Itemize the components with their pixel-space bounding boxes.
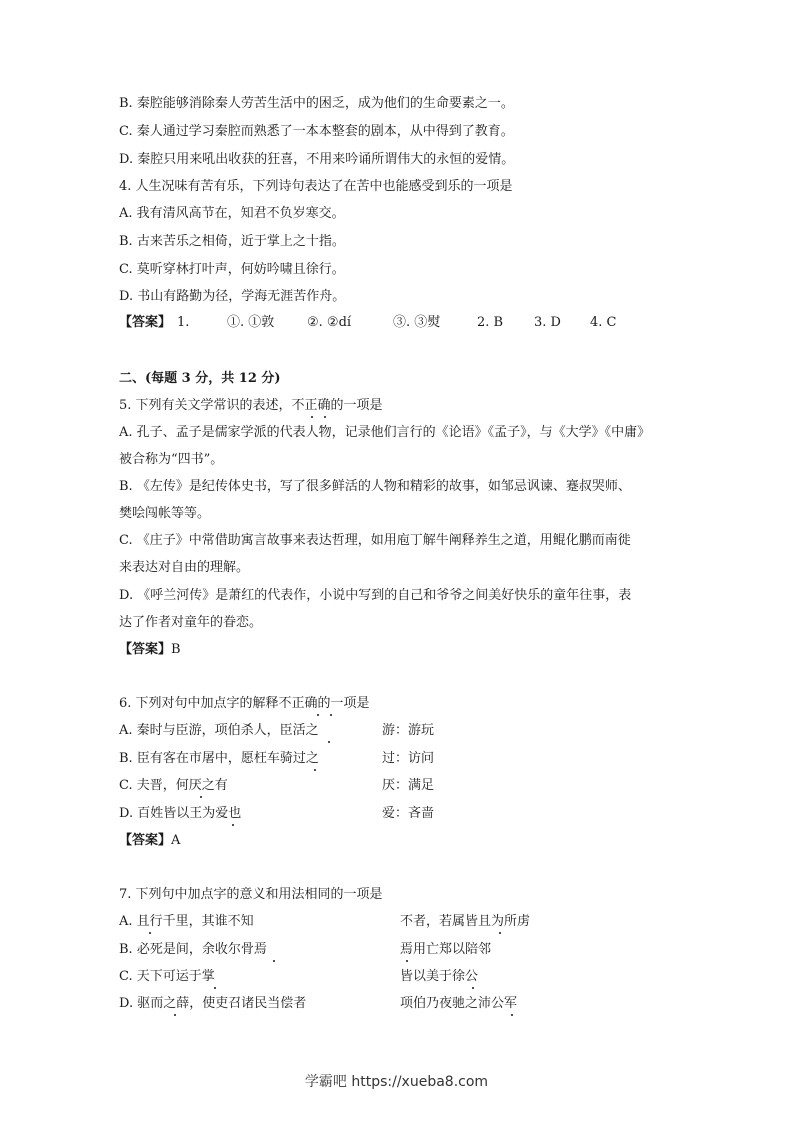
q6-row-b-gloss: 过：访问 <box>382 751 435 766</box>
emphasis-dot <box>472 987 474 989</box>
q7-stem: 7. 下列句中加点字的意义和用法相同的一项是 <box>119 887 383 902</box>
q7-row-d: D. 驱而之薛，使吏召诸民当偿者 <box>119 996 307 1011</box>
q4-option-b: B. 古来苦乐之相倚，近于掌上之十指。 <box>119 234 345 249</box>
q6-row-b: B. 臣有客在市屠中，愿枉车骑过之 <box>119 751 319 766</box>
answer-item: 2. B <box>477 315 504 330</box>
q7-row-a-compare: 不者，若属皆且为所虏 <box>400 914 531 929</box>
emphasis-dot <box>214 987 216 989</box>
q5-option-d-cont: 达了作者对童年的眷恋。 <box>119 615 263 630</box>
emphasis-dot <box>311 416 313 418</box>
q3-option-d: D. 秦腔只用来吼出收获的狂喜，不用来吟诵所谓伟大的永恒的爱情。 <box>119 152 515 167</box>
emphasis-dot <box>200 796 202 798</box>
answer-item: ②. ②dí <box>307 315 352 330</box>
emphasis-dot <box>330 714 332 716</box>
q5-answer <box>119 641 181 659</box>
q7-row-b: B. 必死是间，余收尔骨焉 <box>119 942 267 957</box>
q4-stem: 4. 人生况味有苦有乐，下列诗句表达了在苦中也能感受到乐的一项是 <box>119 179 513 194</box>
q5-option-a: A. 孔子、孟子是儒家学派的代表人物，记录他们言行的《论语》《孟子》，与《大学》《中庸》 <box>119 425 651 440</box>
q6-row-d-gloss: 爱：吝啬 <box>382 806 435 821</box>
section-heading: 二、(每题 3 分，共 12 分) <box>119 371 281 386</box>
answer-item: ①. ①敦 <box>227 315 275 330</box>
emphasis-dot <box>499 932 501 934</box>
q7-row-a: A. 且行千里，其谁不知 <box>119 914 254 929</box>
emphasis-dot <box>324 416 326 418</box>
answer-row-1 <box>119 314 617 332</box>
emphasis-dot <box>406 960 408 962</box>
q3-option-b: B. 秦腔能够消除秦人劳苦生活中的困乏，成为他们的生命要素之一。 <box>119 96 514 111</box>
answer-item: 1. <box>177 315 190 330</box>
q6-stem: 6. 下列对句中加点字的解释不正确的一项是 <box>119 696 370 711</box>
emphasis-dot <box>149 932 151 934</box>
q5-option-b: B. 《左传》是纪传体史书，写了很多鲜活的人物和精彩的故事，如邹忌讽谏、蹇叔哭师、 <box>119 479 631 494</box>
q7-row-b-compare: 焉用亡郑以陪邻 <box>400 942 492 957</box>
q5-option-b-cont: 樊哙闯帐等等。 <box>119 506 211 521</box>
q4-option-a: A. 我有清风高节在，知君不负岁寒交。 <box>119 206 345 221</box>
answer-label: 【答案】 <box>119 833 172 848</box>
q5-option-c: C. 《庄子》中常借助寓言故事来表达哲理，如用庖丁解牛阐释养生之道，用鲲化鹏而南徙 <box>119 533 631 548</box>
answer-label: 【答案】 <box>119 315 172 330</box>
answer-item: 4. C <box>590 315 617 330</box>
q7-row-c-compare: 皆以美于徐公 <box>400 969 479 984</box>
emphasis-dot <box>314 769 316 771</box>
answer-value: A <box>171 833 181 848</box>
q6-row-d: D. 百姓皆以王为爱也 <box>119 806 242 821</box>
answer-item: ③. ③熨 <box>393 315 441 330</box>
q6-row-a-gloss: 游：游玩 <box>382 723 435 738</box>
q4-option-c: C. 莫听穿林打叶声，何妨吟啸且徐行。 <box>119 262 345 277</box>
answer-label: 【答案】 <box>119 642 172 657</box>
emphasis-dot <box>232 824 234 826</box>
answer-item: 3. D <box>534 315 561 330</box>
q5-option-c-cont: 来表达对自由的理解。 <box>119 560 250 575</box>
q3-option-c: C. 秦人通过学习秦腔而熟悉了一本本整套的剧本，从中得到了教育。 <box>119 124 514 139</box>
q5-option-a-cont: 被合称为“四书”。 <box>119 452 224 467</box>
q4-option-d: D. 书山有路勤为径，学海无涯苦作舟。 <box>119 289 346 304</box>
emphasis-dot <box>328 741 330 743</box>
footer-watermark: 学霸吧 https://xueba8.com <box>304 1074 489 1090</box>
emphasis-dot <box>511 1014 513 1016</box>
q7-row-d-compare: 项伯乃夜驰之沛公军 <box>400 996 518 1011</box>
q6-row-a: A. 秦时与臣游，项伯杀人，臣活之 <box>119 723 319 738</box>
emphasis-dot <box>273 960 275 962</box>
answer-value: B <box>171 642 181 657</box>
q5-option-d: D. 《呼兰河传》是萧红的代表作，小说中写到的自己和爷爷之间美好快乐的童年往事，表 <box>119 588 632 603</box>
q7-row-c: C. 天下可运于掌 <box>119 969 215 984</box>
emphasis-dot <box>317 714 319 716</box>
emphasis-dot <box>174 1014 176 1016</box>
q6-row-c: C. 夫晋，何厌之有 <box>119 778 228 793</box>
q6-row-c-gloss: 厌：满足 <box>382 778 435 793</box>
q5-stem: 5. 下列有关文学常识的表述，不正确的一项是 <box>119 398 383 413</box>
q6-answer <box>119 832 180 850</box>
